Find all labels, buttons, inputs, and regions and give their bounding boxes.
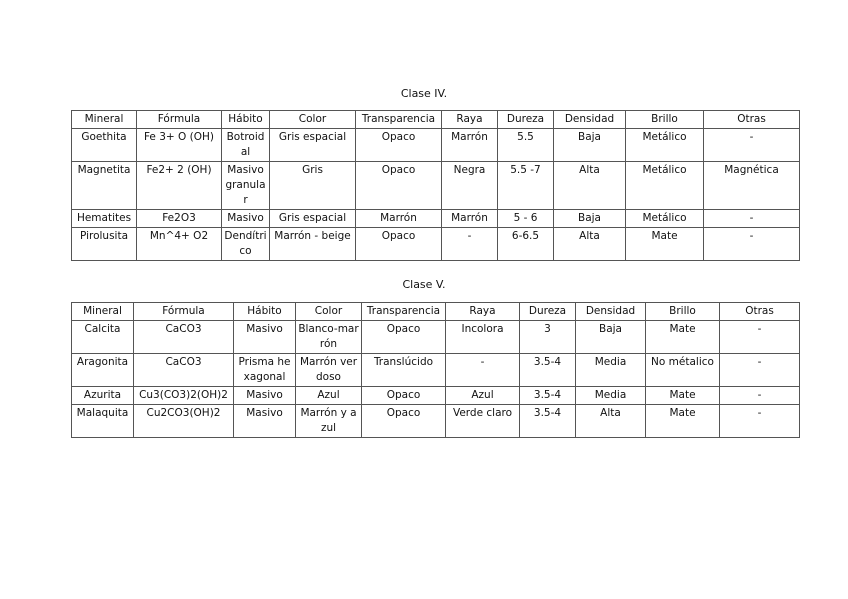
- table-cell: -: [720, 321, 800, 354]
- table-cell: Alta: [554, 228, 626, 261]
- table2-header-row: [72, 303, 800, 321]
- table-cell: -: [704, 228, 800, 261]
- header-cell: Hábito: [234, 303, 296, 321]
- header-cell: Dureza: [498, 111, 554, 129]
- table-cell: Azul: [296, 387, 362, 405]
- table2-title: Clase V.: [402, 278, 446, 291]
- table-cell: Marrón: [442, 129, 498, 162]
- table-cell: Gris espacial: [270, 210, 356, 228]
- table-cell: 3.5-4: [520, 354, 576, 387]
- table-cell: Marrón: [442, 210, 498, 228]
- table-cell: Marrón - beige: [270, 228, 356, 261]
- table-cell: Opaco: [362, 405, 446, 438]
- header-cell: Dureza: [520, 303, 576, 321]
- table-cell: Opaco: [356, 129, 442, 162]
- table-cell: -: [704, 210, 800, 228]
- header-cell: Densidad: [576, 303, 646, 321]
- table-cell: -: [442, 228, 498, 261]
- table-cell: Incolora: [446, 321, 520, 354]
- table-cell: Cu2CO3(OH)2: [134, 405, 234, 438]
- table-cell: Masivo: [234, 321, 296, 354]
- table-row: [72, 405, 800, 438]
- table-cell: Gris: [270, 162, 356, 210]
- header-cell: Raya: [446, 303, 520, 321]
- table-cell: Azurita: [72, 387, 134, 405]
- table-cell: Gris espacial: [270, 129, 356, 162]
- table-row: [72, 129, 800, 162]
- table-cell: Alta: [576, 405, 646, 438]
- table-cell: Mate: [646, 387, 720, 405]
- table-cell: Magnetita: [72, 162, 137, 210]
- table-cell: Masivo: [222, 210, 270, 228]
- table-cell: Baja: [554, 129, 626, 162]
- header-cell: Raya: [442, 111, 498, 129]
- table-cell: Marrón y azul: [296, 405, 362, 438]
- table-cell: Translúcido: [362, 354, 446, 387]
- table-cell: CaCO3: [134, 354, 234, 387]
- table-cell: Fe2O3: [137, 210, 222, 228]
- table1: [71, 110, 800, 261]
- table1-title: Clase IV.: [400, 87, 448, 100]
- table-cell: Opaco: [362, 321, 446, 354]
- table-cell: Pirolusita: [72, 228, 137, 261]
- table-row: [72, 210, 800, 228]
- header-cell: Fórmula: [137, 111, 222, 129]
- table-cell: Masivo: [234, 387, 296, 405]
- table-cell: 5.5 -7: [498, 162, 554, 210]
- table-cell: Azul: [446, 387, 520, 405]
- table-cell: Fe 3+ O (OH): [137, 129, 222, 162]
- table-row: [72, 228, 800, 261]
- header-cell: Transparencia: [356, 111, 442, 129]
- table-cell: Prisma hexagonal: [234, 354, 296, 387]
- table-cell: Goethita: [72, 129, 137, 162]
- table-cell: Metálico: [626, 210, 704, 228]
- table-cell: -: [720, 387, 800, 405]
- table-cell: Masivo granular: [222, 162, 270, 210]
- table-cell: Metálico: [626, 162, 704, 210]
- table-cell: -: [446, 354, 520, 387]
- table2: [71, 302, 800, 438]
- table-cell: Dendítrico: [222, 228, 270, 261]
- table-cell: Blanco-marrón: [296, 321, 362, 354]
- header-cell: Color: [296, 303, 362, 321]
- table-cell: CaCO3: [134, 321, 234, 354]
- table-cell: Mate: [626, 228, 704, 261]
- table-cell: Masivo: [234, 405, 296, 438]
- table-cell: Mate: [646, 405, 720, 438]
- table-cell: Mn^4+ O2: [137, 228, 222, 261]
- table-row: [72, 321, 800, 354]
- table-cell: Hematites: [72, 210, 137, 228]
- table-cell: Fe2+ 2 (OH): [137, 162, 222, 210]
- header-cell: Transparencia: [362, 303, 446, 321]
- table-cell: -: [720, 354, 800, 387]
- table-cell: -: [704, 129, 800, 162]
- header-cell: Otras: [704, 111, 800, 129]
- header-cell: Hábito: [222, 111, 270, 129]
- table-cell: 3.5-4: [520, 387, 576, 405]
- header-cell: Brillo: [626, 111, 704, 129]
- table-cell: Baja: [554, 210, 626, 228]
- table-cell: Magnética: [704, 162, 800, 210]
- table-cell: 3: [520, 321, 576, 354]
- table-cell: Metálico: [626, 129, 704, 162]
- table-cell: Marrón verdoso: [296, 354, 362, 387]
- header-cell: Brillo: [646, 303, 720, 321]
- table-row: [72, 162, 800, 210]
- table-cell: 5.5: [498, 129, 554, 162]
- table-cell: Calcita: [72, 321, 134, 354]
- table-row: [72, 387, 800, 405]
- table-cell: Botroidal: [222, 129, 270, 162]
- table-cell: 6-6.5: [498, 228, 554, 261]
- header-cell: Otras: [720, 303, 800, 321]
- table1-header-row: [72, 111, 800, 129]
- table-cell: Cu3(CO3)2(OH)2: [134, 387, 234, 405]
- table-cell: Malaquita: [72, 405, 134, 438]
- table-cell: Opaco: [362, 387, 446, 405]
- header-cell: Densidad: [554, 111, 626, 129]
- table-cell: Verde claro: [446, 405, 520, 438]
- header-cell: Fórmula: [134, 303, 234, 321]
- table-cell: Aragonita: [72, 354, 134, 387]
- table-cell: Media: [576, 354, 646, 387]
- table-cell: 3.5-4: [520, 405, 576, 438]
- table-cell: Alta: [554, 162, 626, 210]
- header-cell: Mineral: [72, 111, 137, 129]
- table-cell: Baja: [576, 321, 646, 354]
- table-cell: Mate: [646, 321, 720, 354]
- header-cell: Mineral: [72, 303, 134, 321]
- table-cell: 5 - 6: [498, 210, 554, 228]
- table-row: [72, 354, 800, 387]
- table-cell: Media: [576, 387, 646, 405]
- table-cell: Opaco: [356, 162, 442, 210]
- table-cell: Opaco: [356, 228, 442, 261]
- header-cell: Color: [270, 111, 356, 129]
- table-cell: Negra: [442, 162, 498, 210]
- table-cell: No métalico: [646, 354, 720, 387]
- table-cell: -: [720, 405, 800, 438]
- table-cell: Marrón: [356, 210, 442, 228]
